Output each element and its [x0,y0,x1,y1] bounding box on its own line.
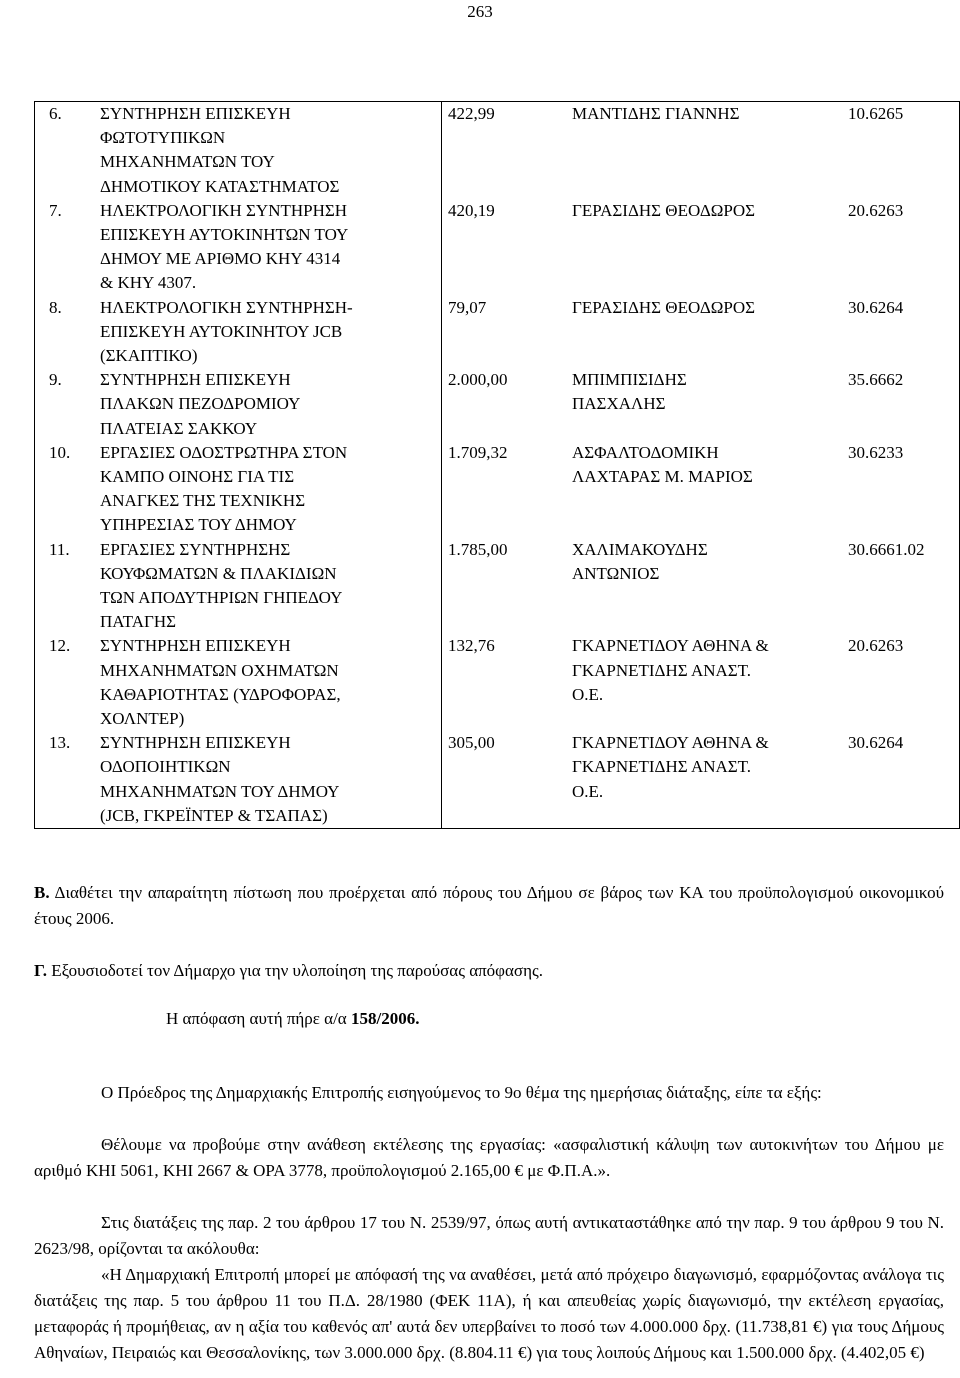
work-item-line: ΣΥΝΤΗΡΗΣΗ ΕΠΙΣΚΕΥΗ [100,104,291,123]
paragraph-b-text: Διαθέτει την απαραίτητη πίστωση που προέρχεται από πόρους του Δήμου σε βάρος των ΚΑ του προϋπολογισμού οικονομικού έτους 2006. [34,883,944,928]
contractor-line: ΓΕΡΑΣΙΔΗΣ ΘΕΟΔΩΡΟΣ [572,297,756,317]
work-detail-row [442,296,959,320]
budget-code: 30.6264 [848,297,904,317]
amount: 1.785,00 [448,539,508,559]
work-detail-row [442,441,959,489]
amount: 79,07 [448,297,487,317]
work-item-description [100,102,441,199]
work-item-number: 10. [49,442,71,462]
contractor-line: ΓΚΑΡΝΕΤΙΔΗΣ ΑΝΑΣΤ. [572,660,752,680]
contractor-line: ΓΚΑΡΝΕΤΙΔΗΣ ΑΝΑΣΤ. [572,757,752,777]
body-paragraph-3: Στις διατάξεις της παρ. 2 του άρθρου 17 του Ν. 2539/97, όπως αυτή αντικαταστάθηκε από την παρ. 9 του άρθρου 9 του Ν. 2623/98, ορίζονται τα ακόλουθα: [34,1213,944,1258]
paragraph-b-label: Β. [34,883,50,902]
budget-code: 35.6662 [848,370,904,390]
work-item [35,368,441,441]
works-details-cell [442,102,960,829]
contractor-line: ΛΑΧΤΑΡΑΣ Μ. ΜΑΡΙΟΣ [572,466,753,486]
paragraph-c-label: Γ. [34,961,48,980]
body-paragraph-1: Ο Πρόεδρος της Δημαρχιακής Επιτροπής εισηγούμενος το 9ο θέμα της ημερήσιας διάταξης, είπε τα εξής: [101,1083,822,1102]
contractor-line: ΓΚΑΡΝΕΤΙΔΟΥ ΑΘΗΝΑ & [572,636,769,656]
work-detail-row [442,102,959,126]
work-item-description [100,441,441,538]
work-item-line: ΔΗΜΟΤΙΚΟΥ ΚΑΤΑΣΤΗΜΑΤΟΣ [100,176,340,196]
work-item [35,102,441,199]
work-item-line: ΟΔΟΠΟΙΗΤΙΚΩΝ [100,757,231,777]
work-item [35,731,441,828]
body-paragraph-2: Θέλουμε να προβούμε στην ανάθεση εκτέλεσης της εργασίας: «ασφαλιστική κάλυψη των αυτοκινήτων του Δήμου με αριθμό ΚΗΙ 5061, ΚΗΙ 2667 & ΟΡΑ 3778, προϋπολογισμού 2.165,00 € με Φ.Π.Α.». [34,1135,944,1180]
contractor-line: ΑΝΤΩΝΙΟΣ [572,563,660,583]
contractor-line: ΓΚΑΡΝΕΤΙΔΟΥ ΑΘΗΝΑ & [572,733,769,753]
work-item-number: 8. [49,297,62,317]
work-detail-row [442,731,959,804]
work-item-line: ΣΥΝΤΗΡΗΣΗ ΕΠΙΣΚΕΥΗ [100,733,291,753]
works-table [34,101,960,829]
work-item-number: 7. [49,200,62,220]
work-item-line: (JCB, ΓΚΡΕΪΝΤΕΡ & ΤΣΑΠΑΣ) [100,805,328,825]
work-item-line: ΕΡΓΑΣΙΕΣ ΟΔΟΣΤΡΩΤΗΡΑ ΣΤΟΝ [100,442,348,462]
work-detail-row [442,634,959,707]
work-item-line: ΠΛΑΤΕΙΑΣ ΣΑΚΚΟΥ [100,418,258,438]
work-detail-row [442,368,959,416]
contractor [572,634,848,707]
contractor-line: Ο.Ε. [572,684,604,704]
work-item-line: ΚΑΜΠΟ ΟΙΝΟΗΣ ΓΙΑ ΤΙΣ [100,467,295,487]
amount: 422,99 [448,104,495,123]
decision-line [166,1006,866,1032]
paragraph-b [34,880,944,932]
work-item-line: ΧΟΛΝΤΕΡ) [100,709,185,729]
work-item [35,634,441,731]
work-item-line: ΗΛΕΚΤΡΟΛΟΓΙΚΗ ΣΥΝΤΗΡΗΣΗ- [100,297,353,317]
work-item-line: ΦΩΤΟΤΥΠΙΚΩΝ [100,128,226,148]
work-item-number: 9. [49,370,62,390]
contractor-line: ΧΑΛΙΜΑΚΟΥΔΗΣ [572,539,708,559]
work-item [35,199,441,296]
work-item-description [100,368,441,441]
work-item-number: 13. [49,733,71,753]
works-descriptions-cell [35,102,442,829]
work-item-line: ΠΑΤΑΓΗΣ [100,612,176,632]
work-item-line: (ΣΚΑΠΤΙΚΟ) [100,346,198,366]
work-item-line: ΣΥΝΤΗΡΗΣΗ ΕΠΙΣΚΕΥΗ [100,370,291,390]
amount: 420,19 [448,200,495,220]
work-item-line: ΤΩΝ ΑΠΟΔΥΤΗΡΙΩΝ ΓΗΠΕΔΟΥ [100,588,343,608]
work-item-line: ΕΠΙΣΚΕΥΗ ΑΥΤΟΚΙΝΗΤΟΥ JCB [100,321,343,341]
contractor-line: Ο.Ε. [572,781,604,801]
contractor-line: ΓΕΡΑΣΙΔΗΣ ΘΕΟΔΩΡΟΣ [572,200,756,220]
budget-code: 30.6264 [848,733,904,753]
work-item-line: ΚΑΘΑΡΙΟΤΗΤΑΣ (ΥΔΡΟΦΟΡΑΣ, [100,684,341,704]
work-item-line: ΗΛΕΚΤΡΟΛΟΓΙΚΗ ΣΥΝΤΗΡΗΣΗ [100,200,348,220]
work-item-description [100,538,441,635]
decision-number: 158/2006. [350,1009,420,1028]
work-item-line: ΕΡΓΑΣΙΕΣ ΣΥΝΤΗΡΗΣΗΣ [100,539,291,559]
contractor [572,296,848,320]
contractor [572,102,848,126]
work-item-line: ΜΗΧΑΝΗΜΑΤΩΝ ΤΟΥ ΔΗΜΟΥ [100,781,340,801]
paragraph-c [34,958,944,984]
work-item-number: 11. [49,539,70,559]
work-item-line: ΥΠΗΡΕΣΙΑΣ ΤΟΥ ΔΗΜΟΥ [100,515,297,535]
work-item-line: & ΚΗΥ 4307. [100,273,197,293]
work-item-description [100,731,441,828]
works-list [35,102,441,828]
budget-code: 20.6263 [848,636,904,656]
work-item-line: ΚΟΥΦΩΜΑΤΩΝ & ΠΛΑΚΙΔΙΩΝ [100,563,337,583]
work-item-line: ΕΠΙΣΚΕΥΗ ΑΥΤΟΚΙΝΗΤΩΝ ΤΟΥ [100,225,349,245]
work-item-line: ΔΗΜΟΥ ΜΕ ΑΡΙΘΜΟ ΚΗΥ 4314 [100,249,341,269]
amount: 305,00 [448,733,495,753]
contractor-line: ΜΠΙΜΠΙΣΙΔΗΣ [572,370,687,390]
contractor-line: ΑΣΦΑΛΤΟΔΟΜΙΚΗ [572,442,719,462]
contractor-line: ΜΑΝΤΙΔΗΣ ΓΙΑΝΝΗΣ [572,104,740,123]
budget-code: 30.6661.02 [848,539,925,559]
contractor [572,538,848,586]
work-item-description [100,199,441,296]
paragraph-c-text: Εξουσιοδοτεί τον Δήμαρχο για την υλοποίηση της παρούσας απόφασης. [47,961,543,980]
contractor-line: ΠΑΣΧΑΛΗΣ [572,394,666,414]
contractor [572,199,848,223]
budget-code: 10.6265 [848,104,904,123]
budget-code: 30.6233 [848,442,904,462]
page-number: 263 [467,2,493,21]
work-item [35,296,441,369]
work-item-number: 12. [49,636,71,656]
contractor [572,368,848,416]
work-item-line: ΜΗΧΑΝΗΜΑΤΩΝ ΤΟΥ [100,152,275,172]
work-item-line: ΠΛΑΚΩΝ ΠΕΖΟΔΡΟΜΙΟΥ [100,394,301,414]
work-item [35,538,441,635]
budget-code: 20.6263 [848,200,904,220]
work-item-description [100,296,441,369]
contractor [572,441,848,489]
works-details-list [442,102,959,804]
work-item-line: ΜΗΧΑΝΗΜΑΤΩΝ ΟΧΗΜΑΤΩΝ [100,660,339,680]
amount: 1.709,32 [448,442,508,462]
work-detail-row [442,199,959,223]
work-item [35,441,441,538]
work-detail-row [442,538,959,586]
amount: 132,76 [448,636,495,656]
work-item-line: ΑΝΑΓΚΕΣ ΤΗΣ ΤΕΧΝΙΚΗΣ [100,491,306,511]
work-item-line: ΣΥΝΤΗΡΗΣΗ ΕΠΙΣΚΕΥΗ [100,636,291,656]
body-paragraph-4: «Η Δημαρχιακή Επιτροπή μπορεί με απόφασή της να αναθέσει, μετά από πρόχειρο διαγωνισμό, εφαρμόζοντας ανάλογα τις διατάξεις της παρ. 5 του άρθρου 11 του Π.Δ. 28/1980 (ΦΕΚ 11Α), ή και απευθείας χωρίς διαγωνισμό, την εκτέλεση εργασίας, μεταφοράς ή προμήθειας, αν η αξία του καθενός απ' αυτά δεν υπερβαίνει το ποσό των 4.000.000 δρχ. (11.738,81 €) για τους Δήμους Αθηναίων, Πειραιώς και Θεσσαλονίκης, των 3.000.000 δρχ. (8.804.11 €) για τους λοιπούς Δήμους και 1.500.000 δρχ. (4.402,05 €) [34,1265,944,1362]
amount: 2.000,00 [448,370,508,390]
decision-text: Η απόφαση αυτή πήρε α/α [166,1009,351,1028]
contractor [572,731,848,804]
work-item-number: 6. [49,104,62,123]
work-item-description [100,634,441,731]
